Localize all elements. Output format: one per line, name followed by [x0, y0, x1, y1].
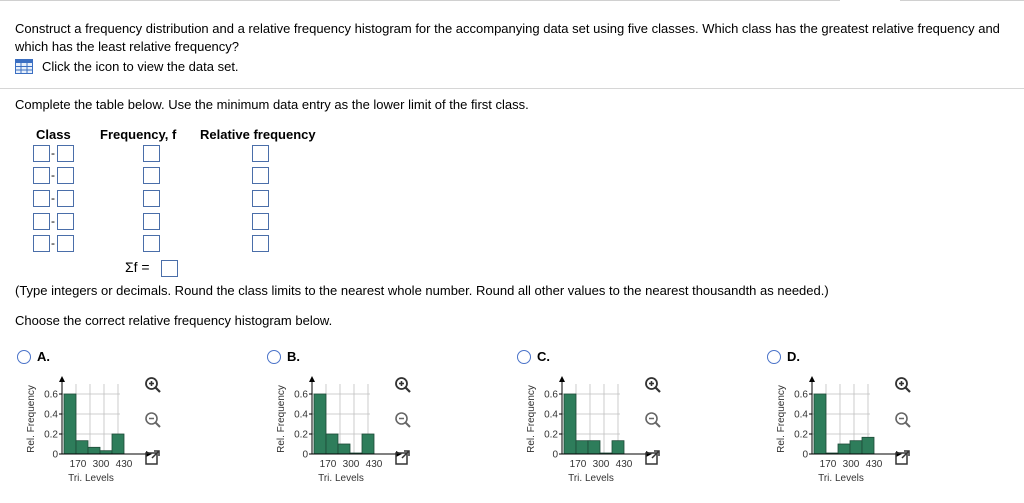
- y-tick-label: 0.4: [44, 409, 58, 421]
- popout-icon[interactable]: [394, 449, 412, 467]
- histogram-bar: [862, 437, 874, 454]
- zoom-out-icon[interactable]: [394, 411, 412, 429]
- histogram-bar: [576, 441, 588, 454]
- relative-frequency-input-5[interactable]: [252, 235, 269, 252]
- x-tick-label: 300: [592, 459, 610, 470]
- class-upper-input-2[interactable]: [57, 167, 74, 184]
- class-dash: -: [51, 236, 55, 250]
- class-upper-input-1[interactable]: [57, 145, 74, 162]
- histogram-bar: [314, 394, 326, 454]
- y-tick-label: 0.4: [794, 409, 808, 421]
- y-tick-label: 0.2: [294, 429, 308, 441]
- zoom-in-icon[interactable]: [144, 376, 162, 394]
- x-tick-label: 300: [842, 459, 860, 470]
- option-b-label: B.: [287, 349, 300, 364]
- x-axis-label: Tri. Levels: [818, 473, 864, 484]
- y-tick-label: 0.6: [44, 389, 58, 401]
- option-a-label: A.: [37, 349, 50, 364]
- option-d-label: D.: [787, 349, 800, 364]
- y-tick-label: 0: [52, 449, 58, 461]
- x-tick-label: 300: [342, 459, 360, 470]
- class-dash: -: [51, 214, 55, 228]
- question-text: Construct a frequency distribution and a relative frequency histogram for the accompanying data set using five classes. Which class has the greatest relative frequency and which has the least relative frequency?: [15, 21, 1000, 54]
- frequency-input-4[interactable]: [143, 213, 160, 230]
- x-tick-label: 430: [115, 459, 133, 470]
- zoom-in-icon[interactable]: [644, 376, 662, 394]
- table-grid-icon[interactable]: [15, 59, 33, 74]
- sum-f-input[interactable]: [161, 260, 178, 277]
- relative-frequency-input-3[interactable]: [252, 190, 269, 207]
- class-dash: -: [51, 146, 55, 160]
- x-tick-label: 170: [819, 459, 837, 470]
- histogram-bar: [64, 394, 76, 454]
- top-border: [0, 0, 840, 1]
- view-dataset-label[interactable]: Click the icon to view the data set.: [42, 59, 239, 74]
- x-axis-label: Tri. Levels: [568, 473, 614, 484]
- histogram-bar: [326, 434, 338, 454]
- frequency-input-3[interactable]: [143, 190, 160, 207]
- zoom-in-icon[interactable]: [394, 376, 412, 394]
- header-frequency: Frequency, f: [100, 127, 177, 142]
- zoom-out-icon[interactable]: [644, 411, 662, 429]
- histogram-bar: [814, 394, 826, 454]
- y-tick-label: 0: [552, 449, 558, 461]
- top-border-right: [900, 0, 1024, 1]
- class-lower-input-4[interactable]: [33, 213, 50, 230]
- y-axis-label: Rel. Frequency: [776, 385, 787, 453]
- y-tick-label: 0.6: [794, 389, 808, 401]
- popout-icon[interactable]: [894, 449, 912, 467]
- option-d[interactable]: [767, 349, 800, 364]
- header-relative-frequency: Relative frequency: [200, 127, 316, 142]
- option-b[interactable]: [267, 349, 300, 364]
- histogram-bar: [112, 434, 124, 454]
- y-tick-label: 0: [802, 449, 808, 461]
- y-tick-label: 0.6: [544, 389, 558, 401]
- class-upper-input-3[interactable]: [57, 190, 74, 207]
- histogram-bar: [588, 441, 600, 454]
- rounding-note: (Type integers or decimals. Round the class limits to the nearest whole number. Round all other values to the nearest thousandth as needed.): [15, 283, 829, 298]
- histogram-bar: [612, 441, 624, 454]
- zoom-out-icon[interactable]: [144, 411, 162, 429]
- y-axis-label: Rel. Frequency: [526, 385, 537, 453]
- sum-f-label: Σf =: [125, 259, 150, 275]
- class-lower-input-5[interactable]: [33, 235, 50, 252]
- x-tick-label: 430: [365, 459, 383, 470]
- option-b-radio[interactable]: [267, 350, 281, 364]
- y-tick-label: 0.2: [44, 429, 58, 441]
- view-dataset-link[interactable]: [15, 59, 239, 74]
- choose-histogram-prompt: Choose the correct relative frequency histogram below.: [15, 313, 333, 328]
- histogram-bar: [88, 447, 100, 454]
- frequency-input-2[interactable]: [143, 167, 160, 184]
- option-d-radio[interactable]: [767, 350, 781, 364]
- x-tick-label: 430: [865, 459, 883, 470]
- option-c-label: C.: [537, 349, 550, 364]
- x-tick-label: 170: [319, 459, 337, 470]
- class-dash: -: [51, 191, 55, 205]
- y-axis-arrow: [309, 376, 315, 382]
- histogram-bar: [76, 441, 88, 454]
- option-a[interactable]: [17, 349, 50, 364]
- class-lower-input-2[interactable]: [33, 167, 50, 184]
- x-tick-label: 170: [569, 459, 587, 470]
- relative-frequency-input-2[interactable]: [252, 167, 269, 184]
- y-axis-label: Rel. Frequency: [276, 385, 287, 453]
- y-tick-label: 0: [302, 449, 308, 461]
- histogram-bar: [362, 434, 374, 454]
- frequency-input-1[interactable]: [143, 145, 160, 162]
- option-a-radio[interactable]: [17, 350, 31, 364]
- y-tick-label: 0.4: [544, 409, 558, 421]
- option-c[interactable]: [517, 349, 550, 364]
- x-axis-label: Tri. Levels: [68, 473, 114, 484]
- table-instruction: Complete the table below. Use the minimum data entry as the lower limit of the first class.: [15, 97, 529, 112]
- option-c-radio[interactable]: [517, 350, 531, 364]
- class-lower-input-3[interactable]: [33, 190, 50, 207]
- y-tick-label: 0.4: [294, 409, 308, 421]
- histogram-bar: [838, 444, 850, 454]
- histogram-bar: [338, 444, 350, 454]
- y-tick-label: 0.6: [294, 389, 308, 401]
- popout-icon[interactable]: [144, 449, 162, 467]
- section-divider: [0, 88, 1024, 89]
- frequency-input-5[interactable]: [143, 235, 160, 252]
- class-dash: -: [51, 168, 55, 182]
- zoom-in-icon[interactable]: [894, 376, 912, 394]
- x-axis-label: Tri. Levels: [318, 473, 364, 484]
- class-lower-input-1[interactable]: [33, 145, 50, 162]
- y-tick-label: 0.2: [794, 429, 808, 441]
- zoom-out-icon[interactable]: [894, 411, 912, 429]
- x-tick-label: 300: [92, 459, 110, 470]
- x-tick-label: 430: [615, 459, 633, 470]
- header-class: Class: [36, 127, 71, 142]
- histogram-bar: [564, 394, 576, 454]
- popout-icon[interactable]: [644, 449, 662, 467]
- relative-frequency-input-1[interactable]: [252, 145, 269, 162]
- class-upper-input-5[interactable]: [57, 235, 74, 252]
- class-upper-input-4[interactable]: [57, 213, 74, 230]
- y-axis-label: Rel. Frequency: [26, 385, 37, 453]
- y-axis-arrow: [809, 376, 815, 382]
- relative-frequency-input-4[interactable]: [252, 213, 269, 230]
- histogram-bar: [850, 441, 862, 454]
- y-axis-arrow: [59, 376, 65, 382]
- x-tick-label: 170: [69, 459, 87, 470]
- y-axis-arrow: [559, 376, 565, 382]
- y-tick-label: 0.2: [544, 429, 558, 441]
